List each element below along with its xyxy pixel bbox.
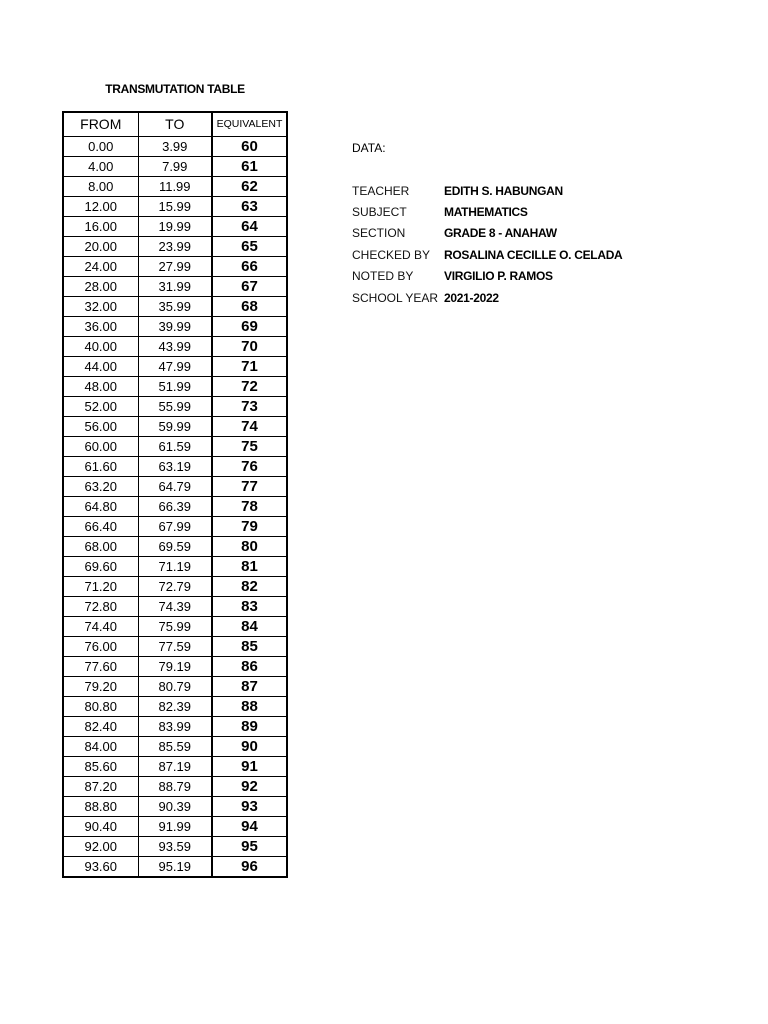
cell-from: 64.80: [63, 496, 138, 516]
cell-to: 90.39: [138, 796, 212, 816]
table-row: [63, 276, 287, 296]
table-row: [63, 296, 287, 316]
table-row: [63, 576, 287, 596]
info-value: EDITH S. HABUNGAN: [444, 183, 563, 198]
table-row: [63, 756, 287, 776]
table-row: [63, 196, 287, 216]
cell-from: 82.40: [63, 716, 138, 736]
cell-from: 20.00: [63, 236, 138, 256]
table-row: [63, 816, 287, 836]
info-row: [352, 201, 622, 222]
info-label: SCHOOL YEAR: [352, 290, 439, 305]
cell-to: 69.59: [138, 536, 212, 556]
cell-equivalent: 79: [212, 516, 287, 536]
cell-equivalent: 89: [212, 716, 287, 736]
cell-to: 3.99: [138, 136, 212, 156]
table-row: [63, 316, 287, 336]
table-row: [63, 336, 287, 356]
cell-to: 63.19: [138, 456, 212, 476]
cell-from: 32.00: [63, 296, 138, 316]
table-row: [63, 136, 287, 156]
info-value: 2021-2022: [444, 290, 499, 305]
cell-from: 76.00: [63, 636, 138, 656]
cell-to: 66.39: [138, 496, 212, 516]
cell-from: 8.00: [63, 176, 138, 196]
table-row: [63, 696, 287, 716]
cell-from: 40.00: [63, 336, 138, 356]
cell-from: 52.00: [63, 396, 138, 416]
info-value: GRADE 8 - ANAHAW: [444, 226, 557, 241]
column-header-equivalent: EQUIVALENT: [212, 112, 287, 136]
cell-equivalent: 64: [212, 216, 287, 236]
table-row: [63, 376, 287, 396]
cell-to: 72.79: [138, 576, 212, 596]
table-row: [63, 736, 287, 756]
info-row: [352, 287, 622, 308]
table-row: [63, 656, 287, 676]
cell-from: 93.60: [63, 856, 138, 877]
cell-from: 44.00: [63, 356, 138, 376]
cell-to: 95.19: [138, 856, 212, 877]
cell-from: 36.00: [63, 316, 138, 336]
cell-from: 4.00: [63, 156, 138, 176]
cell-from: 12.00: [63, 196, 138, 216]
cell-from: 77.60: [63, 656, 138, 676]
table-body: [63, 136, 287, 877]
data-label: DATA:: [352, 141, 386, 155]
cell-from: 63.20: [63, 476, 138, 496]
cell-equivalent: 87: [212, 676, 287, 696]
table-row: [63, 256, 287, 276]
cell-equivalent: 83: [212, 596, 287, 616]
table-row: [63, 676, 287, 696]
cell-from: 56.00: [63, 416, 138, 436]
cell-from: 71.20: [63, 576, 138, 596]
table-header-row: [63, 112, 287, 136]
cell-from: 79.20: [63, 676, 138, 696]
table-row: [63, 516, 287, 536]
info-value: VIRGILIO P. RAMOS: [444, 269, 553, 284]
column-header-from: FROM: [63, 112, 138, 136]
cell-to: 91.99: [138, 816, 212, 836]
cell-from: 66.40: [63, 516, 138, 536]
cell-equivalent: 90: [212, 736, 287, 756]
cell-equivalent: 91: [212, 756, 287, 776]
cell-equivalent: 77: [212, 476, 287, 496]
cell-to: 79.19: [138, 656, 212, 676]
info-label: TEACHER: [352, 183, 410, 198]
table-row: [63, 636, 287, 656]
cell-from: 92.00: [63, 836, 138, 856]
cell-equivalent: 65: [212, 236, 287, 256]
cell-to: 55.99: [138, 396, 212, 416]
info-block: [352, 180, 622, 308]
cell-to: 43.99: [138, 336, 212, 356]
info-label: SECTION: [352, 226, 406, 241]
table-row: [63, 476, 287, 496]
cell-to: 7.99: [138, 156, 212, 176]
cell-to: 87.19: [138, 756, 212, 776]
cell-equivalent: 68: [212, 296, 287, 316]
cell-equivalent: 72: [212, 376, 287, 396]
cell-equivalent: 85: [212, 636, 287, 656]
table-row: [63, 556, 287, 576]
cell-from: 60.00: [63, 436, 138, 456]
cell-from: 88.80: [63, 796, 138, 816]
cell-from: 16.00: [63, 216, 138, 236]
table-row: [63, 496, 287, 516]
cell-from: 85.60: [63, 756, 138, 776]
cell-from: 48.00: [63, 376, 138, 396]
table-row: [63, 156, 287, 176]
table-row: [63, 216, 287, 236]
cell-equivalent: 80: [212, 536, 287, 556]
table-row: [63, 596, 287, 616]
table-row: [63, 536, 287, 556]
cell-to: 71.19: [138, 556, 212, 576]
transmutation-table: [62, 111, 288, 878]
cell-from: 24.00: [63, 256, 138, 276]
table-title: TRANSMUTATION TABLE: [105, 82, 245, 96]
cell-to: 93.59: [138, 836, 212, 856]
cell-from: 72.80: [63, 596, 138, 616]
table-row: [63, 796, 287, 816]
cell-equivalent: 76: [212, 456, 287, 476]
cell-to: 11.99: [138, 176, 212, 196]
cell-to: 77.59: [138, 636, 212, 656]
table-row: [63, 236, 287, 256]
cell-to: 80.79: [138, 676, 212, 696]
table-row: [63, 776, 287, 796]
cell-to: 61.59: [138, 436, 212, 456]
cell-from: 28.00: [63, 276, 138, 296]
cell-to: 67.99: [138, 516, 212, 536]
cell-equivalent: 95: [212, 836, 287, 856]
cell-to: 51.99: [138, 376, 212, 396]
table-row: [63, 176, 287, 196]
cell-equivalent: 84: [212, 616, 287, 636]
cell-to: 82.39: [138, 696, 212, 716]
cell-equivalent: 88: [212, 696, 287, 716]
cell-equivalent: 93: [212, 796, 287, 816]
cell-to: 83.99: [138, 716, 212, 736]
cell-to: 27.99: [138, 256, 212, 276]
cell-from: 84.00: [63, 736, 138, 756]
info-row: [352, 223, 622, 244]
table-row: [63, 836, 287, 856]
cell-to: 31.99: [138, 276, 212, 296]
cell-equivalent: 82: [212, 576, 287, 596]
cell-to: 75.99: [138, 616, 212, 636]
info-row: [352, 180, 622, 201]
cell-from: 69.60: [63, 556, 138, 576]
table-row: [63, 456, 287, 476]
cell-from: 87.20: [63, 776, 138, 796]
cell-equivalent: 78: [212, 496, 287, 516]
info-row: [352, 244, 622, 265]
cell-equivalent: 92: [212, 776, 287, 796]
cell-from: 90.40: [63, 816, 138, 836]
table-row: [63, 436, 287, 456]
cell-to: 88.79: [138, 776, 212, 796]
cell-equivalent: 70: [212, 336, 287, 356]
table-row: [63, 396, 287, 416]
cell-to: 64.79: [138, 476, 212, 496]
cell-equivalent: 75: [212, 436, 287, 456]
cell-equivalent: 60: [212, 136, 287, 156]
table-row: [63, 416, 287, 436]
cell-equivalent: 62: [212, 176, 287, 196]
cell-equivalent: 71: [212, 356, 287, 376]
info-label: CHECKED BY: [352, 247, 431, 262]
cell-equivalent: 63: [212, 196, 287, 216]
cell-equivalent: 96: [212, 856, 287, 877]
cell-equivalent: 67: [212, 276, 287, 296]
cell-to: 15.99: [138, 196, 212, 216]
cell-equivalent: 74: [212, 416, 287, 436]
column-header-to: TO: [138, 112, 212, 136]
cell-equivalent: 66: [212, 256, 287, 276]
cell-from: 80.80: [63, 696, 138, 716]
cell-equivalent: 86: [212, 656, 287, 676]
cell-from: 0.00: [63, 136, 138, 156]
cell-equivalent: 61: [212, 156, 287, 176]
info-label: SUBJECT: [352, 205, 407, 220]
cell-equivalent: 69: [212, 316, 287, 336]
info-value: MATHEMATICS: [444, 205, 528, 220]
cell-to: 23.99: [138, 236, 212, 256]
cell-equivalent: 81: [212, 556, 287, 576]
cell-from: 74.40: [63, 616, 138, 636]
cell-equivalent: 94: [212, 816, 287, 836]
info-row: [352, 266, 622, 287]
cell-from: 68.00: [63, 536, 138, 556]
cell-to: 19.99: [138, 216, 212, 236]
table-row: [63, 356, 287, 376]
table-row: [63, 716, 287, 736]
cell-to: 35.99: [138, 296, 212, 316]
table-row: [63, 616, 287, 636]
info-value: ROSALINA CECILLE O. CELADA: [444, 247, 623, 262]
cell-from: 61.60: [63, 456, 138, 476]
cell-to: 39.99: [138, 316, 212, 336]
info-label: NOTED BY: [352, 269, 414, 284]
table-row: [63, 856, 287, 877]
cell-to: 74.39: [138, 596, 212, 616]
cell-to: 47.99: [138, 356, 212, 376]
cell-to: 59.99: [138, 416, 212, 436]
cell-equivalent: 73: [212, 396, 287, 416]
cell-to: 85.59: [138, 736, 212, 756]
